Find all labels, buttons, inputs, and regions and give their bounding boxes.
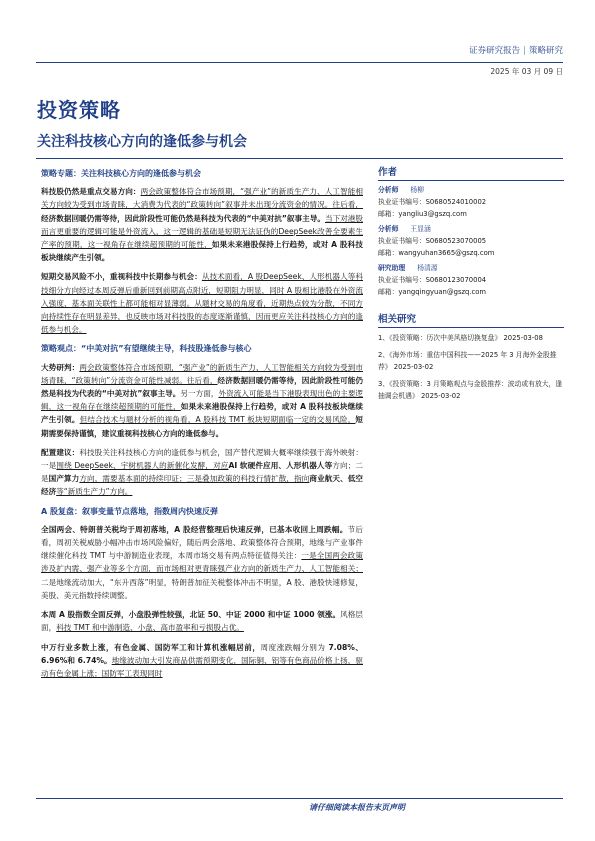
author-cert	[378, 275, 564, 286]
text-run: 国产算力	[48, 474, 80, 484]
doc-type-title: 投资策略	[37, 98, 121, 122]
topic-heading: 策略专题：关注科技核心方向的逢低参与机会	[41, 169, 201, 178]
related-list	[378, 332, 564, 402]
author-role: 研究助理	[378, 264, 406, 272]
text-run: 7.08%、6.96%和 6.74%。	[41, 642, 363, 665]
text-run: 科技股仍然是重点交易方向：	[41, 187, 141, 197]
text-run: 配置建议：	[41, 447, 80, 457]
email-label: 邮箱：	[378, 288, 399, 296]
report-category	[469, 44, 563, 56]
paragraph	[41, 608, 363, 634]
text-run: 商业航天、低空经济	[41, 474, 364, 497]
related-item[interactable]	[378, 349, 564, 373]
text-run: 经济数据回暖仍需等待，因此阶段性可能仍然是科技为代表的“中美对抗”叙事主导。	[41, 375, 364, 399]
related-date: 2025-03-02	[393, 363, 434, 371]
text-run: 周度涨跌幅分别为	[260, 642, 329, 652]
related-date: 2025-03-02	[420, 392, 461, 400]
text-run: 全国两会、特朗普关税均于周初落地，A 股经营整理后快速反弹，已基本收回上周跌幅。	[41, 524, 348, 534]
footer-disclaimer[interactable]: 请仔细阅读本报告末页声明	[309, 803, 405, 812]
doc-title: 关注科技核心方向的逢低参与机会	[37, 134, 247, 150]
author-email[interactable]: wangyuhan3665@gszq.com	[398, 249, 495, 257]
text-run: 如果未来港股保持上行趋势，或对 A 股科技板块继续产生引领。	[41, 402, 363, 425]
author-row	[378, 263, 564, 274]
author-cert	[378, 197, 564, 208]
text-run: 地缘波动加大引发商品供需预期变化，国际铜、铝等有色商品价格上扬，驱动有色金属上涨；国防军工表现同时	[41, 655, 363, 678]
paragraph	[41, 523, 363, 602]
cert-label: 执业证书编号：	[378, 198, 426, 206]
text-run: 如果未来港股保持上行趋势，或对 A 股科技板块继续产生引领。	[41, 240, 363, 263]
footer-divider	[36, 798, 563, 799]
author-email[interactable]: yangliu3@gszq.com	[398, 210, 467, 218]
text-run: 围绕 DeepSeek、宇树机器人的新催化发酵，对应	[56, 461, 229, 471]
related-title: 相关研究	[378, 314, 564, 328]
related-item[interactable]	[378, 378, 564, 402]
text-run: 从技术面看，A 股DeepSeek、人形机器人等科技细分方向经过本周反弹后重新回到前期高点附近，短期阻力明显，同时 A 股相比港股在外资流入强度、基本面关联性上都可能相对显薄弱。从题材交易的角度看，近期热点较为分散，不同方向持续性存在明显差异，也反映市场对科技股的态度逐渐谨慎，因而更应关注科技核心方向的逢低参与机会。	[41, 272, 363, 335]
text-run: 风格层面，	[41, 610, 364, 633]
author-cert	[378, 236, 564, 247]
cert-label: 执业证书编号：	[378, 237, 426, 245]
text-run: 本周 A 股指数全面反弹，小盘股弹性较强，北证 50、中证 2000 和中证 1000 领涨。	[41, 610, 341, 620]
paragraph	[41, 361, 363, 440]
author-row	[378, 224, 564, 235]
report-date: 2025 年 03 月 09 日	[490, 67, 563, 76]
text-run: 当下对港股而言更重要的逻辑可能是外资流入，这一逻辑的基础是短期无法证伪的DeepSeek改善全要素生产率的预期，这一视角存在继续超预期的可能性，	[41, 213, 364, 250]
related-text: 1、《投资策略：历次中美风格切换复盘》	[378, 334, 502, 342]
paragraph	[41, 270, 363, 336]
related-date: 2025-03-08	[503, 334, 543, 342]
text-run: 大势研判：	[41, 362, 80, 372]
email-label: 邮箱：	[378, 210, 399, 218]
cert-number: S0680524010002	[425, 198, 487, 206]
cert-number: S0680123070004	[425, 276, 487, 284]
text-run: 方向，需要基本面的持续印证；三是叠加政策的科技行情扩散，指向	[79, 474, 310, 484]
author-email-row	[378, 248, 564, 259]
text-run: 另一方面，	[180, 389, 219, 399]
author-role: 分析师	[378, 186, 399, 194]
text-run: 中万行业多数上涨，有色金属、国防军工和计算机涨幅居前，	[41, 642, 261, 652]
author-email-row	[378, 209, 564, 220]
related-item[interactable]	[378, 332, 564, 344]
text-run: 短期需要保持谨慎，建议重视科技核心方向的逢低参与。	[41, 415, 364, 438]
subcategory-label: 策略研究	[528, 46, 563, 56]
text-run: AI 软硬件应用、人形机器人等	[228, 461, 333, 471]
author-email[interactable]: yangqingyuan@gszq.com	[398, 288, 487, 296]
email-label: 邮箱：	[378, 249, 399, 257]
related-text: 2、《海外市场：重估中国科技——2025 年 3 月海外金股推荐》	[378, 351, 557, 371]
spacer	[378, 299, 564, 302]
text-run: 两会政策整体符合市场预期，“强产业”的新质生产力、人工智能相关方向较为受到市场青睐，大消费为代表的“政策转向”叙事并未出现分流资金的情况。往后看，	[41, 187, 363, 210]
text-run: 两会政策整体符合市场预期，“强产业”的新质生产力、人工智能相关方向较为受到市场青睐，“政策转向”分流资金可能性减弱。往后看，	[41, 362, 364, 385]
author-name: 杨柳	[410, 186, 424, 194]
text-run: 方向；二是	[41, 461, 363, 484]
author-row	[378, 185, 564, 196]
cert-label: 执业证书编号：	[378, 276, 426, 284]
paragraph	[41, 641, 363, 681]
text-run: 科技股关注科技核心方向的逢低参与机会，国产替代逻辑大概率继续强于海外映射：一是	[41, 447, 363, 471]
text-run: 外资流入可能是当下港股表现出色的主要逻辑，这一视角存在继续超预期的可能性，	[41, 389, 364, 412]
view-heading: 策略观点：“中美对抗”有望继续主导，科技股逢低参与核心	[41, 344, 252, 354]
text-run: 节后看，周初关税威胁小幅冲击市场风险偏好，随后两会落地、政策整体符合预期，地缘与产业事件继续催化科技 TMT 与中游制造业表现，本周市场交易有两点特征值得关注：	[41, 524, 363, 561]
author-role: 分析师	[378, 225, 399, 233]
text-run: 但结合技术与题材分析的视角看，A 股科技 TMT 板块短期面临一定的交易风险，	[79, 415, 356, 425]
category-label: 证券研究报告	[469, 46, 521, 56]
text-run: 短期交易风险不小，重视科技中长期参与机会：	[41, 272, 202, 282]
review-heading: A 股复盘：叙事变量节点落地，指数周内快速反弹	[41, 506, 218, 516]
header-divider	[36, 62, 563, 63]
related-text: 3、《投资策略：3 月策略观点与金股推荐：波动或有放大，逢抽调会机遇》	[378, 380, 563, 400]
text-run: 经济数据回暖仍需等待，因此阶段性可能仍然是科技为代表的“中美对抗”叙事主导。	[41, 213, 325, 223]
text-run: 二是地缘流动加大，“东升西落”明显，特朗普加征关税整体冲击不明显，A 股、港股快速修复，美股、美元指数持续调整。	[41, 577, 363, 600]
paragraph	[41, 185, 363, 264]
cert-number: S0680523070005	[425, 237, 487, 245]
author-name: 王显涵	[410, 225, 431, 233]
sidebar	[378, 167, 564, 407]
text-run: 一是全国两会政策涉及扩内需、强产业等多个方面，而市场相对更青睐强产业方向的新质生产力、人工智能相关；	[41, 551, 364, 574]
author-name: 杨清源	[417, 264, 438, 272]
author-email-row	[378, 287, 564, 298]
main-column	[41, 167, 363, 686]
author-list	[378, 185, 564, 302]
title-divider	[36, 158, 563, 159]
text-run: 等“新质生产力”方向。	[56, 487, 133, 497]
authors-title: 作者	[378, 167, 564, 181]
paragraph	[41, 446, 363, 499]
separator: |	[523, 46, 526, 56]
text-run: 科技 TMT 和中游制造、小盘、高市盈率和亏损股占优。	[56, 623, 244, 633]
